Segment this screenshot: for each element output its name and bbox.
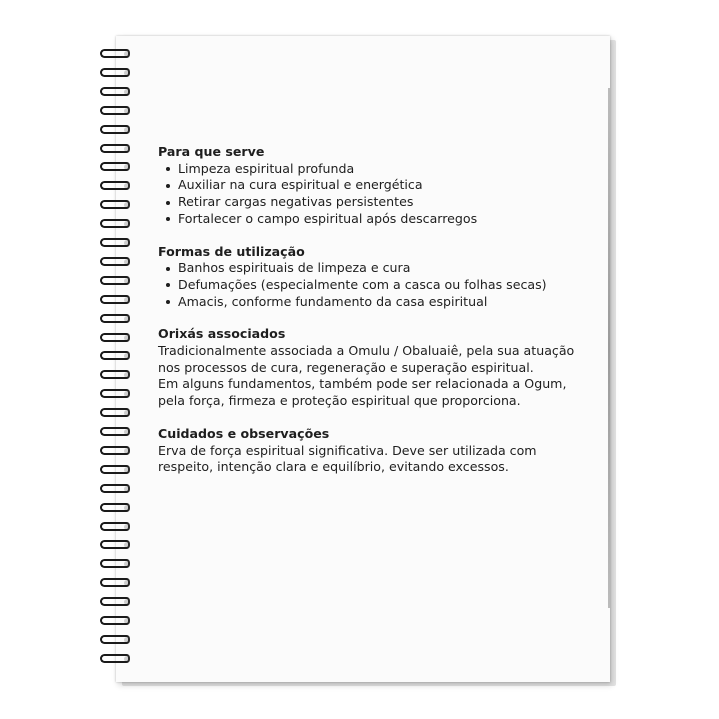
spiral-ring: [100, 124, 134, 136]
spiral-ring: [100, 539, 134, 551]
list-item: Limpeza espiritual profunda: [158, 161, 578, 178]
spiral-ring: [100, 67, 134, 79]
page-content: [158, 144, 578, 492]
page-edge: [608, 88, 610, 608]
orixas-paragraph: Em alguns fundamentos, também pode ser relacionada a Ogum, pela força, firmeza e proteção espiritual que proporciona.: [158, 376, 567, 409]
spiral-ring: [100, 105, 134, 117]
spiral-ring: [100, 445, 134, 457]
spiral-ring: [100, 256, 134, 268]
spiral-ring: [100, 407, 134, 419]
section-orixas: [158, 326, 578, 410]
section-uses: [158, 144, 578, 228]
spiral-ring: [100, 313, 134, 325]
spiral-ring: [100, 180, 134, 192]
list-item: Fortalecer o campo espiritual após descarregos: [158, 211, 578, 228]
spiral-ring: [100, 653, 134, 665]
spiral-ring: [100, 275, 134, 287]
forms-list: [158, 260, 578, 310]
section-title-care: Cuidados e observações: [158, 425, 330, 441]
spiral-ring: [100, 521, 134, 533]
spiral-ring: [100, 634, 134, 646]
section-title-uses: Para que serve: [158, 144, 265, 159]
spiral-ring: [100, 199, 134, 211]
spiral-ring: [100, 161, 134, 173]
list-item: Amacis, conforme fundamento da casa espiritual: [158, 294, 578, 311]
care-paragraph: Erva de força espiritual significativa. Deve ser utilizada com respeito, intenção clara e equilíbrio, evitando excessos.: [158, 442, 537, 475]
spiral-ring: [100, 48, 134, 60]
uses-list: [158, 161, 578, 228]
list-item: Defumações (especialmente com a casca ou folhas secas): [158, 277, 578, 294]
spiral-ring: [100, 332, 134, 344]
spiral-ring: [100, 596, 134, 608]
spiral-ring: [100, 350, 134, 362]
spiral-ring: [100, 143, 134, 155]
spiral-ring: [100, 426, 134, 438]
section-title-orixas: Orixás associados: [158, 326, 286, 342]
list-item: Retirar cargas negativas persistentes: [158, 194, 578, 211]
spiral-ring: [100, 237, 134, 249]
spiral-ring: [100, 464, 134, 476]
spiral-ring: [100, 218, 134, 230]
list-item: Banhos espirituais de limpeza e cura: [158, 260, 578, 277]
section-forms: [158, 244, 578, 311]
spiral-ring: [100, 483, 134, 495]
section-title-forms: Formas de utilização: [158, 243, 305, 259]
spiral-ring: [100, 558, 134, 570]
spiral-binding: [100, 48, 134, 678]
section-care: [158, 426, 578, 476]
spiral-ring: [100, 388, 134, 400]
orixas-paragraph: Tradicionalmente associada a Omulu / Obaluaiê, pela sua atuação nos processos de cura, regeneração e superação espiritual.: [158, 343, 575, 375]
spiral-ring: [100, 369, 134, 381]
spiral-ring: [100, 294, 134, 306]
spiral-ring: [100, 577, 134, 589]
list-item: Auxiliar na cura espiritual e energética: [158, 177, 578, 194]
spiral-ring: [100, 86, 134, 98]
spiral-ring: [100, 615, 134, 627]
spiral-ring: [100, 502, 134, 514]
